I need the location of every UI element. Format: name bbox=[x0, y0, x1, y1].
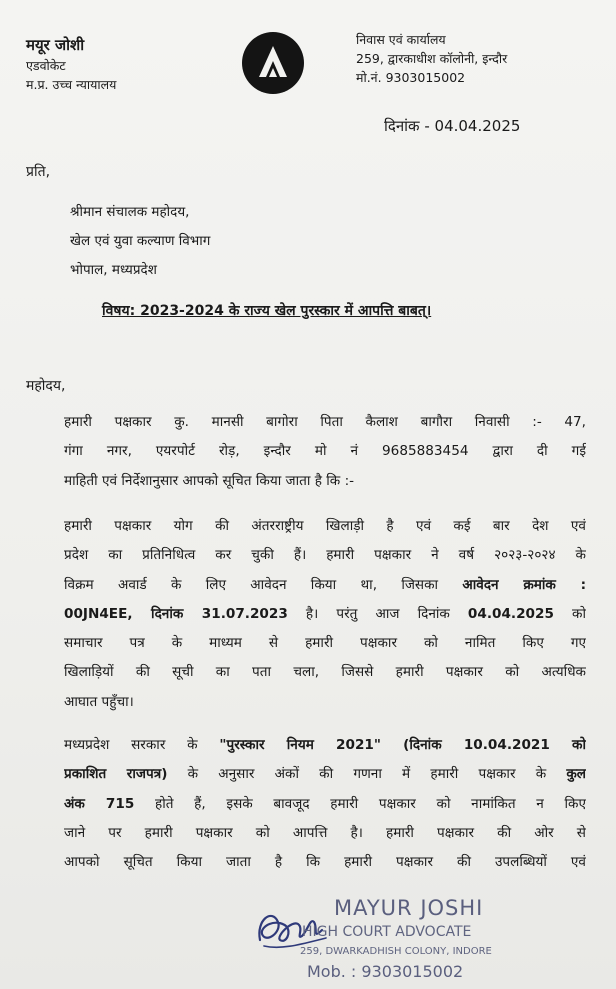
paragraph-text: विक्रम अवार्ड के लिए आवेदन किया था, जिसका bbox=[64, 576, 463, 593]
paragraph-line bbox=[64, 760, 586, 789]
paragraph-line: हमारी पक्षकार योग की अंतरराष्ट्रीय खिलाड़ी है एवं कई बार देश एवं bbox=[64, 518, 586, 534]
office-title: निवास एवं कार्यालय bbox=[356, 32, 446, 47]
stamp-name: MAYUR JOSHI bbox=[334, 896, 484, 920]
paragraph-line: माहिती एवं निर्देशानुसार आपको सूचित किया जाता है कि :- bbox=[64, 472, 355, 489]
stamp-mobile: Mob. : 9303015002 bbox=[307, 962, 464, 981]
subject-line: विषय: 2023-2024 के राज्य खेल पुरस्कार में आपत्ति बाबत्। bbox=[102, 303, 432, 319]
paragraph-text: के अनुसार अंकों की गणना में हमारी पक्षकार के bbox=[167, 766, 567, 783]
advocate-court: म.प्र. उच्च न्यायालय bbox=[26, 77, 117, 92]
recipient-line: भोपाल, मध्यप्रदेश bbox=[70, 262, 157, 278]
total-marks: अंक 715 bbox=[64, 795, 135, 812]
advocate-designation: एडवोकेट bbox=[26, 58, 66, 73]
paragraph-line bbox=[64, 731, 586, 760]
gazette-reference: प्रकाशित राजपत्र) bbox=[64, 766, 168, 783]
advocate-name: मयूर जोशी bbox=[26, 36, 85, 54]
salutation: महोदय, bbox=[26, 378, 66, 394]
advocate-stamp bbox=[252, 896, 532, 989]
paragraph-line: खिलाड़ियों की सूची का पता चला, जिससे हमारी पक्षकार को अत्यधिक bbox=[64, 664, 586, 681]
paragraph-line: प्रदेश का प्रतिनिधित्व कर चुकी हैं। हमारी पक्षकार ने वर्ष २०२३-२०२४ के bbox=[64, 547, 586, 564]
paragraph-line: आपको सूचित किया जाता है कि हमारी पक्षकार की उपलब्धियों एवं bbox=[64, 854, 586, 871]
stamp-title: HIGH COURT ADVOCATE bbox=[302, 924, 472, 940]
office-address: 259, द्वारकाधीश कॉलोनी, इन्दौर bbox=[356, 51, 508, 66]
current-date: 04.04.2025 bbox=[467, 605, 554, 622]
letterhead-left bbox=[26, 34, 116, 94]
total-label: कुल bbox=[566, 766, 586, 783]
paragraph-2 bbox=[64, 512, 586, 717]
paragraph-line bbox=[64, 571, 586, 600]
rules-reference: "पुरस्कार नियम 2021" (दिनांक 10.04.2021 को bbox=[219, 737, 586, 753]
advocate-emblem-logo bbox=[240, 30, 306, 96]
recipient-line: खेल एवं युवा कल्याण विभाग bbox=[70, 233, 211, 249]
paragraph-text: है। परंतु आज दिनांक bbox=[287, 605, 468, 622]
application-number-label: आवेदन क्रमांक : bbox=[462, 576, 586, 593]
paragraph-text: मध्यप्रदेश सरकार के bbox=[64, 737, 220, 753]
paragraph-line: आघात पहुँचा। bbox=[64, 693, 134, 710]
paragraph-line bbox=[64, 790, 586, 819]
letterhead-right bbox=[356, 30, 507, 87]
recipient-line: श्रीमान संचालक महोदय, bbox=[70, 204, 190, 220]
paragraph-text: होते हैं, इसके बावजूद हमारी पक्षकार को नामांकित न किए bbox=[134, 795, 586, 812]
paragraph-3 bbox=[64, 731, 586, 877]
paragraph-line: हमारी पक्षकार कु. मानसी बागोरा पिता कैलाश बागौरा निवासी :- 47, bbox=[64, 414, 586, 430]
paragraph-line: गंगा नगर, एयरपोर्ट रोड़, इन्दौर मो नं 9685883454 द्वारा दी गई bbox=[64, 443, 586, 460]
paragraph-line: समाचार पत्र के माध्यम से हमारी पक्षकार को नामित किए गए bbox=[64, 635, 586, 652]
recipient-address bbox=[70, 198, 210, 285]
office-mobile: मो.नं. 9303015002 bbox=[356, 70, 466, 85]
letter-date: दिनांक - 04.04.2025 bbox=[384, 117, 521, 135]
stamp-address: 259, DWARKADHISH COLONY, INDORE bbox=[300, 946, 492, 957]
to-label: प्रति, bbox=[26, 164, 51, 180]
paragraph-line bbox=[64, 600, 586, 629]
paragraph-text: को bbox=[553, 605, 586, 622]
application-number-and-date: 00JN4EE, दिनांक 31.07.2023 bbox=[64, 605, 288, 622]
paragraph-1 bbox=[64, 408, 586, 496]
paragraph-line: जाने पर हमारी पक्षकार को आपत्ति है। हमारी पक्षकार की ओर से bbox=[64, 824, 586, 841]
